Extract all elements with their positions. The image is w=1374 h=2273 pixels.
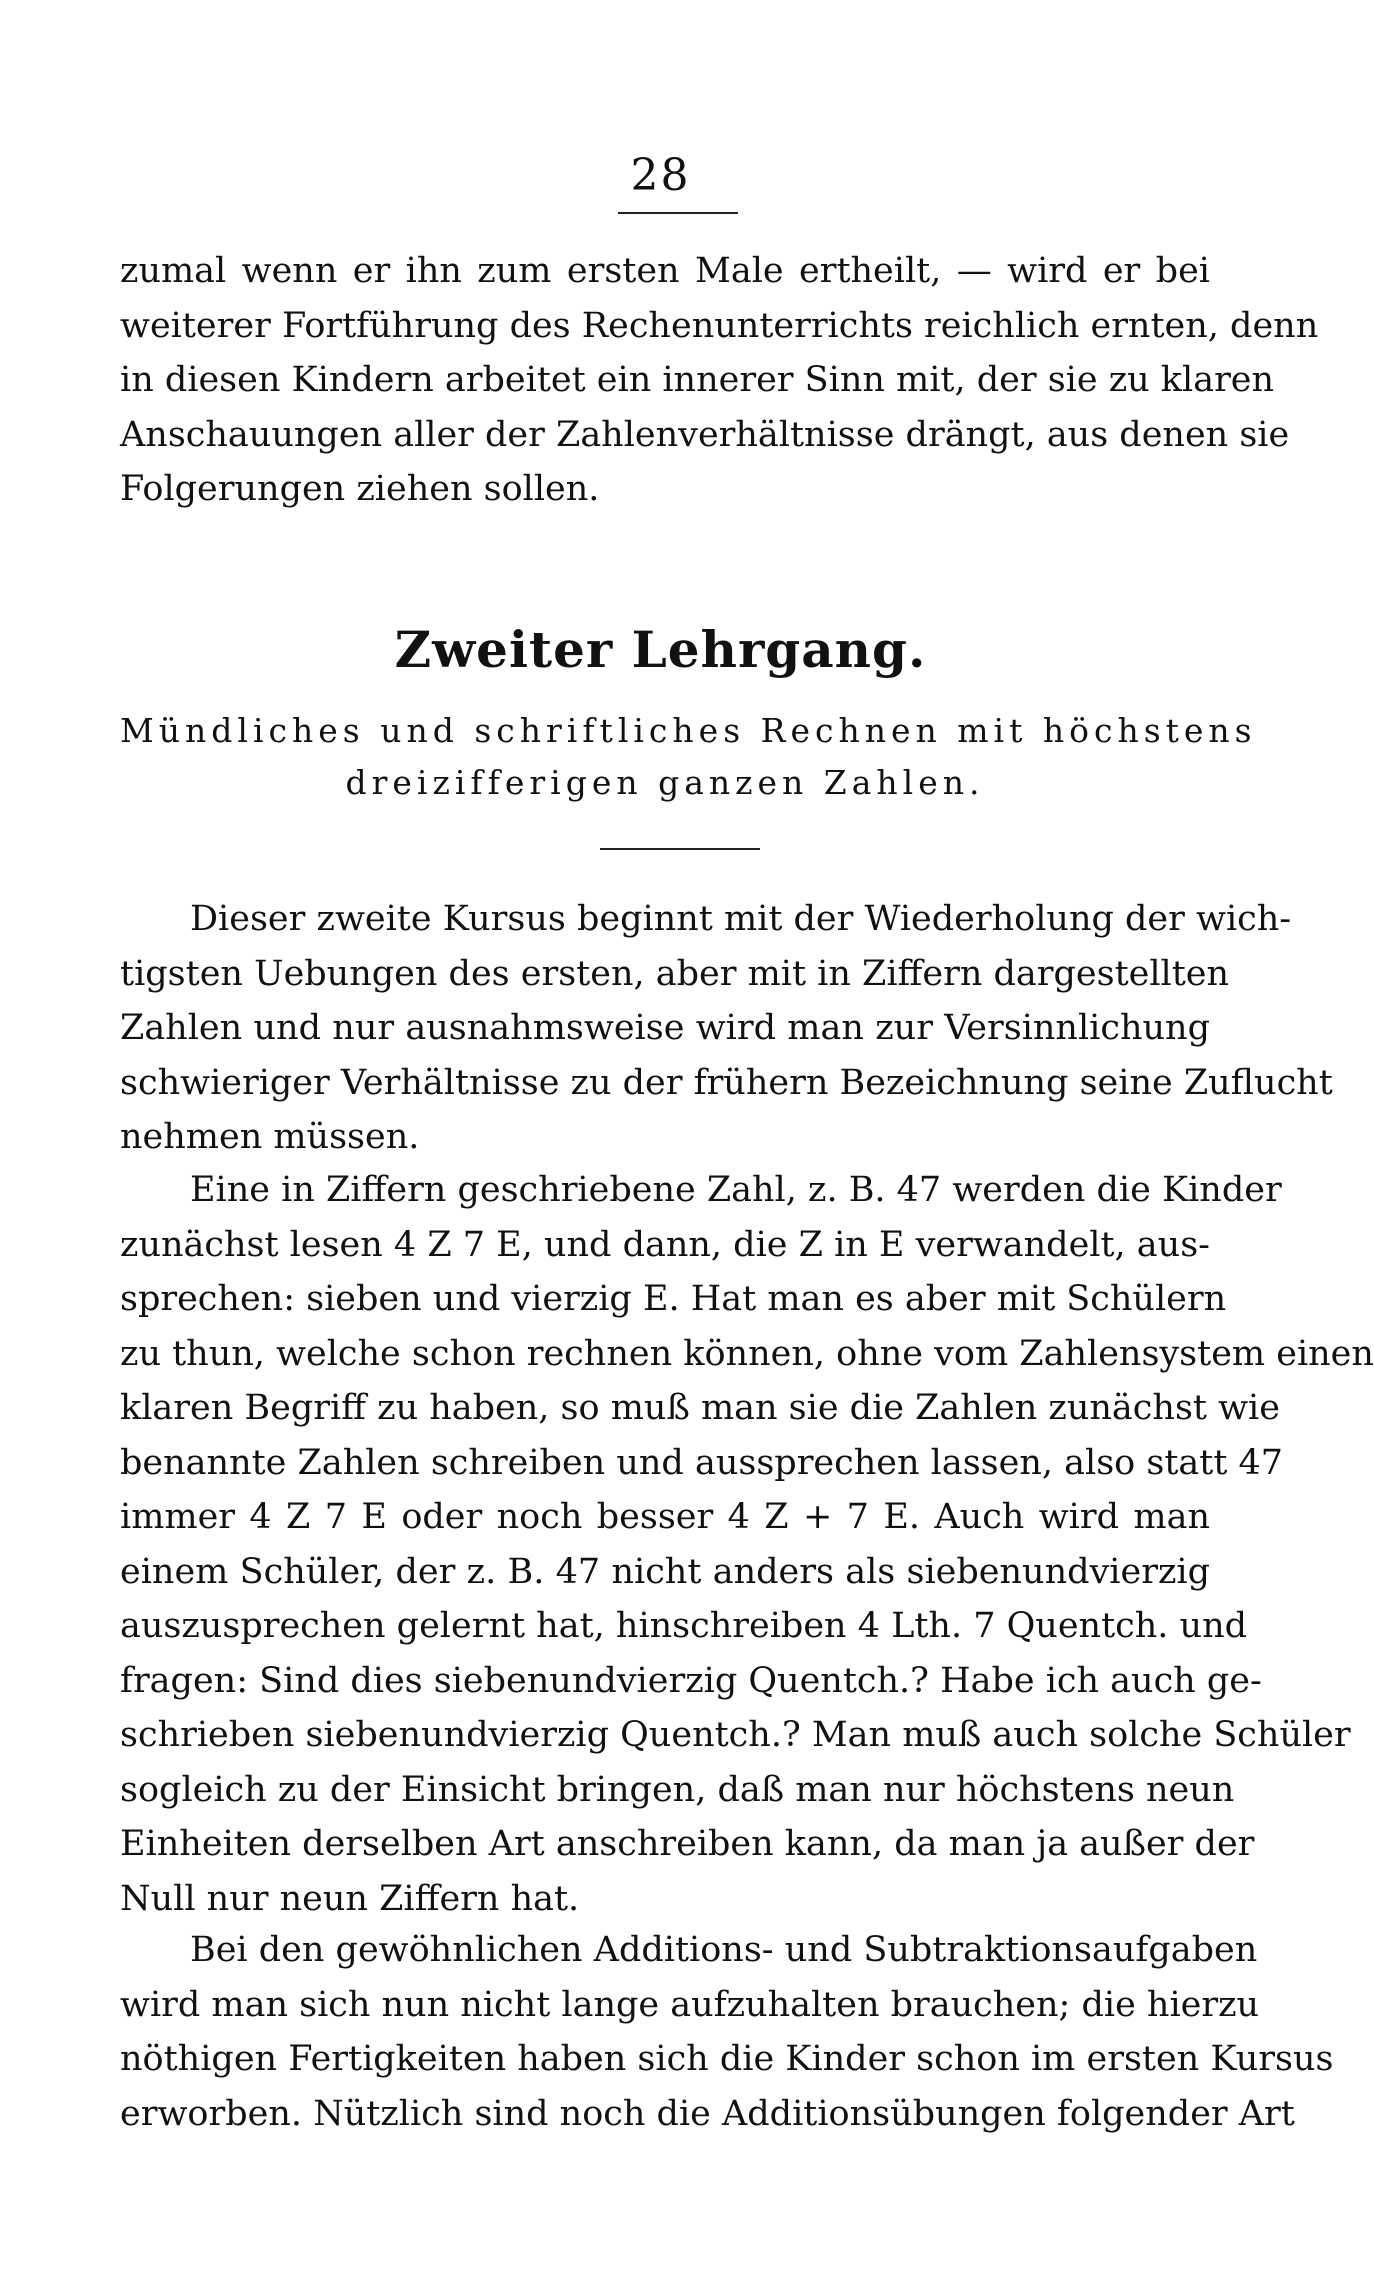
text-line: weiterer Fortführung des Rechenunterrichts reichlich ernten, denn [120, 305, 1319, 346]
page-number: 28 [630, 150, 691, 201]
section-subtitle [120, 705, 1257, 809]
text-line: Anschauungen aller der Zahlenverhältnisse drängt, aus denen sie [120, 414, 1290, 455]
text-line: Eine in Ziffern geschriebene Zahl, z. B. 47 werden die Kinder [190, 1170, 1282, 1210]
text-line: fragen: Sind dies siebenundvierzig Quentch.? Habe ich auch ge- [120, 1660, 1262, 1701]
text-line: Null nur neun Ziffern hat. [120, 1878, 580, 1919]
subtitle-line: Mündliches und schriftliches Rechnen mit höchstens [120, 711, 1257, 750]
text-line: auszusprechen gelernt hat, hinschreiben 4 Lth. 7 Quentch. und [120, 1606, 1248, 1646]
text-line: Folgerungen ziehen sollen. [120, 469, 600, 509]
text-line: Bei den gewöhnlichen Additions- und Subtraktionsaufgaben [190, 1930, 1258, 1970]
intro-paragraph [120, 244, 1319, 517]
text-line: einem Schüler, der z. B. 47 nicht anders als siebenundvierzig [120, 1551, 1210, 1592]
page-number-rule [618, 212, 738, 214]
text-line: in diesen Kindern arbeitet ein innerer Sinn mit, der sie zu klaren [120, 360, 1275, 400]
text-line: sogleich zu der Einsicht bringen, daß man nur höchstens neun [120, 1769, 1235, 1810]
paragraph-2 [120, 1163, 1374, 1926]
text-line: schrieben siebenundvierzig Quentch.? Man muß auch solche Schüler [120, 1715, 1351, 1755]
text-line: zu thun, welche schon rechnen können, ohne vom Zahlensystem einen [120, 1333, 1374, 1374]
text-line: sprechen: sieben und vierzig E. Hat man es aber mit Schülern [120, 1279, 1227, 1319]
text-line: Einheiten derselben Art anschreiben kann, da man ja außer der [120, 1824, 1255, 1864]
text-line: Zahlen und nur ausnahmsweise wird man zur Versinnlichung [120, 1008, 1210, 1048]
text-line: Dieser zweite Kursus beginnt mit der Wiederholung der wich- [190, 899, 1292, 939]
text-line: schwieriger Verhältnisse zu der frühern Bezeichnung seine Zuflucht [120, 1062, 1333, 1103]
subtitle-line: dreizifferigen ganzen Zahlen. [345, 763, 985, 802]
text-line: immer 4 Z 7 E oder noch besser 4 Z + 7 E. Auch wird man [120, 1497, 1210, 1537]
text-line: wird man sich nun nicht lange aufzuhalten brauchen; die hierzu [120, 1984, 1260, 2025]
text-line: benannte Zahlen schreiben und aussprechen lassen, also statt 47 [120, 1442, 1284, 1483]
section-divider [600, 848, 760, 850]
section-title: Zweiter Lehrgang. [394, 620, 927, 679]
text-line: zunächst lesen 4 Z 7 E, und dann, die Z in E verwandelt, aus- [120, 1224, 1211, 1265]
text-line: nöthigen Fertigkeiten haben sich die Kinder schon im ersten Kursus [120, 2039, 1334, 2079]
text-line: nehmen müssen. [120, 1117, 420, 1157]
paragraph-3 [120, 1923, 1334, 2141]
paragraph-1 [120, 892, 1333, 1165]
text-line: tigsten Uebungen des ersten, aber mit in Ziffern dargestellten [120, 953, 1230, 994]
text-line: klaren Begriff zu haben, so muß man sie die Zahlen zunächst wie [120, 1388, 1280, 1428]
text-line: erworben. Nützlich sind noch die Additionsübungen folgender Art [120, 2093, 1295, 2134]
text-line: zumal wenn er ihn zum ersten Male ertheilt, — wird er bei [120, 251, 1210, 291]
